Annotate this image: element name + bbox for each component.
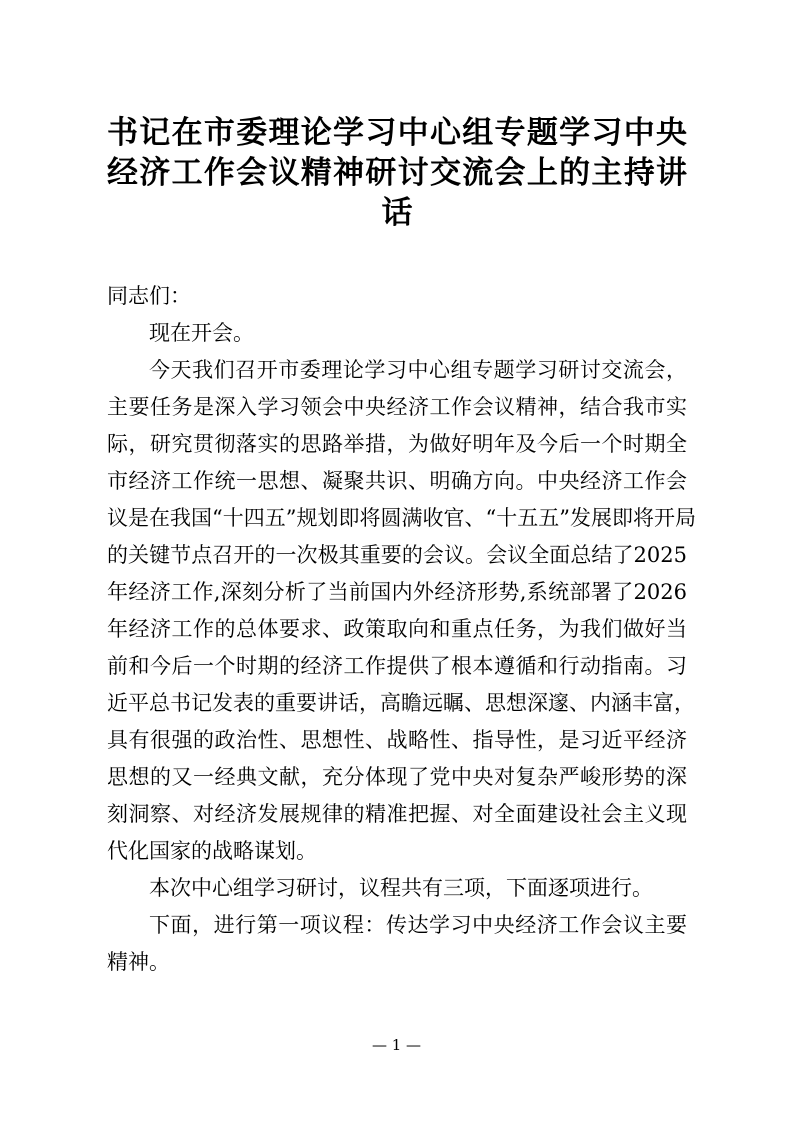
title-line: 书记在市委理论学习中心组专题学习中央 [107,115,687,151]
paragraph-line: 代化国家的战略谋划。 [107,839,317,863]
document-body [107,278,696,981]
paragraph-line: 际，研究贯彻落实的思路举措，为做好明年及今后一个时期全 [107,432,687,456]
paragraph-line: 思想的又一经典文献，充分体现了党中央对复杂严峻形势的深 [107,765,687,789]
paragraph-line: 市经济工作统一思想、凝聚共识、明确方向。中央经济工作会 [107,469,687,493]
document-title [107,113,687,233]
title-line: 经济工作会议精神研讨交流会上的主持讲 [107,155,687,191]
paragraph-line: 今天我们召开市委理论学习中心组专题学习研讨交流会， [149,358,687,382]
salutation: 同志们： [107,284,191,308]
paragraph-line: 的关键节点召开的一次极其重要的会议。会议全面总结了2025 [107,543,687,567]
paragraph-line: 主要任务是深入学习领会中央经济工作会议精神，结合我市实 [107,395,687,419]
paragraph-line: 议是在我国“十四五”规划即将圆满收官、“十五五”发展即将开局 [107,506,696,530]
title-line: 话 [381,195,413,231]
paragraph-line: 本次中心组学习研讨，议程共有三项，下面逐项进行。 [149,876,653,900]
paragraph-line: 年经济工作的总体要求、政策取向和重点任务，为我们做好当 [107,617,687,641]
paragraph-line: 现在开会。 [149,321,254,345]
paragraph-line: 具有很强的政治性、思想性、战略性、指导性，是习近平经济 [107,728,687,752]
paragraph-line: 精神。 [107,950,170,974]
page-number: — 1 — [371,1036,422,1054]
paragraph-line: 近平总书记发表的重要讲话，高瞻远瞩、思想深邃、内涵丰富， [107,691,695,715]
paragraph-line: 年经济工作,深刻分析了当前国内外经济形势,系统部署了2026 [107,580,687,604]
paragraph-line: 前和今后一个时期的经济工作提供了根本遵循和行动指南。习 [107,654,687,678]
paragraph-line: 刻洞察、对经济发展规律的精准把握、对全面建设社会主义现 [107,802,687,826]
paragraph-line: 下面，进行第一项议程：传达学习中央经济工作会议主要 [149,913,687,937]
